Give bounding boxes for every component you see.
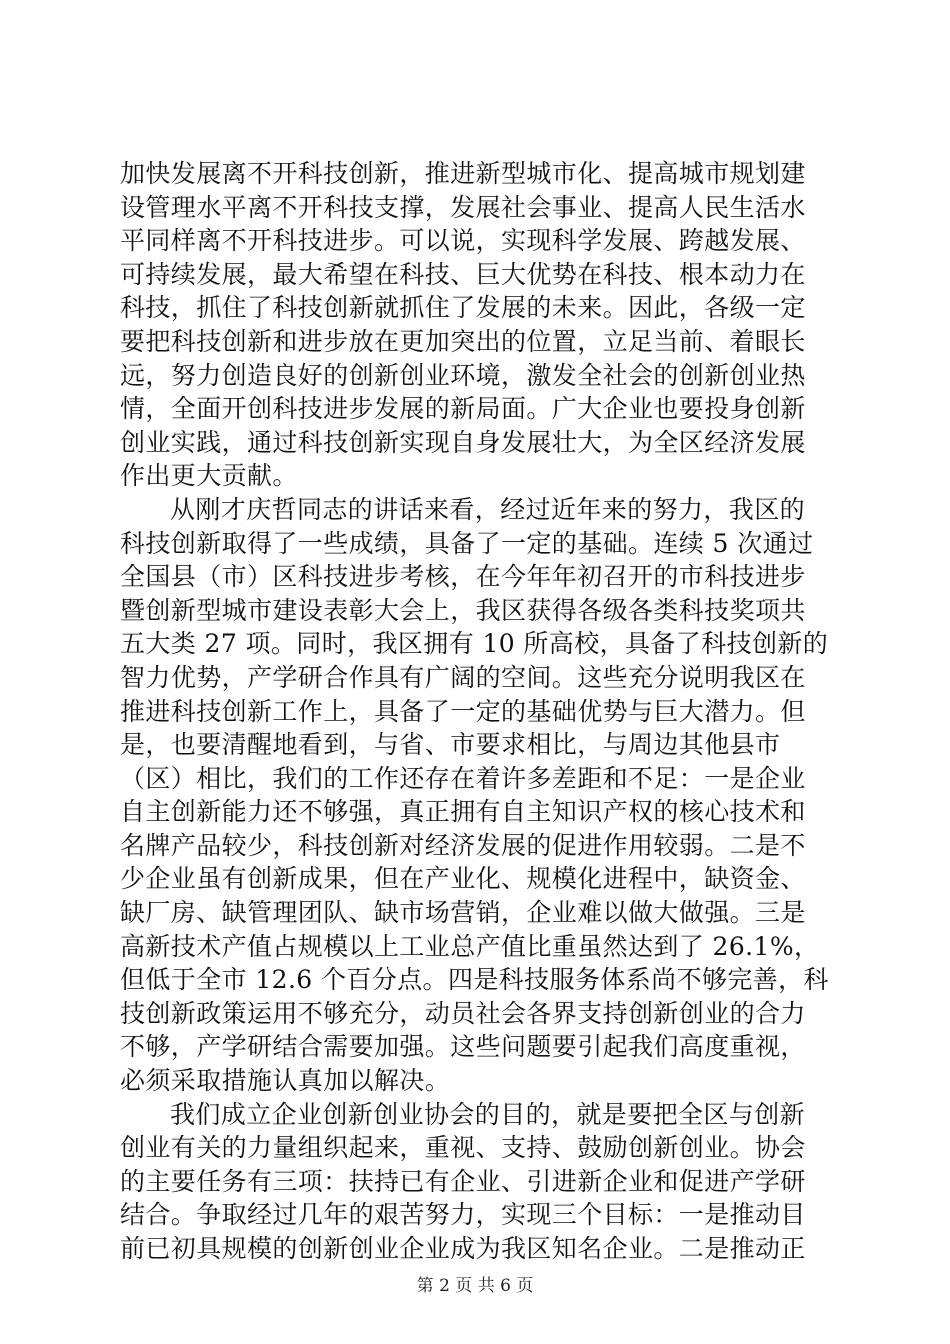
paragraph-first-line: 从刚才庆哲同志的讲话来看，经过近年来的努力，我区的: [170, 494, 806, 524]
text-line: 的主要任务有三项：扶持已有企业、引进新企业和促进产学研: [120, 1166, 806, 1196]
text-line: 创业实践，通过科技创新实现自身发展壮大，为全区经济发展: [120, 427, 806, 457]
text-line: 高新技术产值占规模以上工业总产值比重虽然达到了 26.1%，: [120, 931, 820, 961]
text-line: 远，努力创造良好的创新创业环境，激发全社会的创新创业热: [120, 360, 806, 390]
text-line: 智力优势，产学研合作具有广阔的空间。这些充分说明我区在: [120, 662, 806, 692]
text-line: 暨创新型城市建设表彰大会上，我区获得各级各类科技奖项共: [120, 595, 806, 625]
text-line: 缺厂房、缺管理团队、缺市场营销，企业难以做大做强。三是: [120, 898, 806, 928]
text-line: 加快发展离不开科技创新，推进新型城市化、提高城市规划建: [120, 159, 806, 188]
text-line: 技创新政策运用不够充分，动员社会各界支持创新创业的合力: [120, 998, 806, 1028]
text-line: 科技，抓住了科技创新就抓住了发展的未来。因此，各级一定: [120, 293, 806, 323]
text-line: 必须采取措施认真加以解决。: [120, 1066, 451, 1096]
text-line: 不够，产学研结合需要加强。这些问题要引起我们高度重视，: [120, 1032, 806, 1062]
text-line: 全国县（市）区科技进步考核，在今年年初召开的市科技进步: [120, 562, 806, 592]
paragraph-first-line: 我们成立企业创新创业协会的目的，就是要把全区与创新: [170, 1099, 806, 1129]
text-line: 设管理水平离不开科技支撑，发展社会事业、提高人民生活水: [120, 192, 806, 222]
text-line: 但低于全市 12.6 个百分点。四是科技服务体系尚不够完善，科: [120, 965, 829, 995]
text-line: 可持续发展，最大希望在科技、巨大优势在科技、根本动力在: [120, 259, 806, 289]
text-line: 结合。争取经过几年的艰苦努力，实现三个目标：一是推动目: [120, 1200, 806, 1230]
text-line: 少企业虽有创新成果，但在产业化、规模化进程中，缺资金、: [120, 864, 806, 894]
text-line: 科技创新取得了一些成绩，具备了一定的基础。连续 5 次通过: [120, 528, 814, 558]
text-line: 自主创新能力还不够强，真正拥有自主知识产权的核心技术和: [120, 797, 806, 827]
text-line: 要把科技创新和进步放在更加突出的位置，立足当前、着眼长: [120, 326, 806, 356]
text-line: 情，全面开创科技进步发展的新局面。广大企业也要投身创新: [120, 394, 806, 424]
text-line: 五大类 27 项。同时，我区拥有 10 所高校，具备了科技创新的: [120, 629, 829, 659]
text-line: 作出更大贡献。: [120, 461, 298, 491]
text-line: 创业有关的力量组织起来，重视、支持、鼓励创新创业。协会: [120, 1133, 806, 1163]
page-number-footer: 第 2 页 共 6 页: [416, 1276, 534, 1296]
text-line: 前已初具规模的创新创业企业成为我区知名企业。二是推动正: [120, 1234, 806, 1263]
text-line: 是，也要清醒地看到，与省、市要求相比，与周边其他县市: [120, 730, 781, 760]
text-line: 推进科技创新工作上，具备了一定的基础优势与巨大潜力。但: [120, 696, 806, 726]
text-line: 平同样离不开科技进步。可以说，实现科学发展、跨越发展、: [120, 226, 806, 256]
document-body: [120, 157, 840, 1266]
text-line: （区）相比，我们的工作还存在着许多差距和不足：一是企业: [120, 763, 806, 793]
text-line: 名牌产品较少，科技创新对经济发展的促进作用较弱。二是不: [120, 830, 806, 860]
